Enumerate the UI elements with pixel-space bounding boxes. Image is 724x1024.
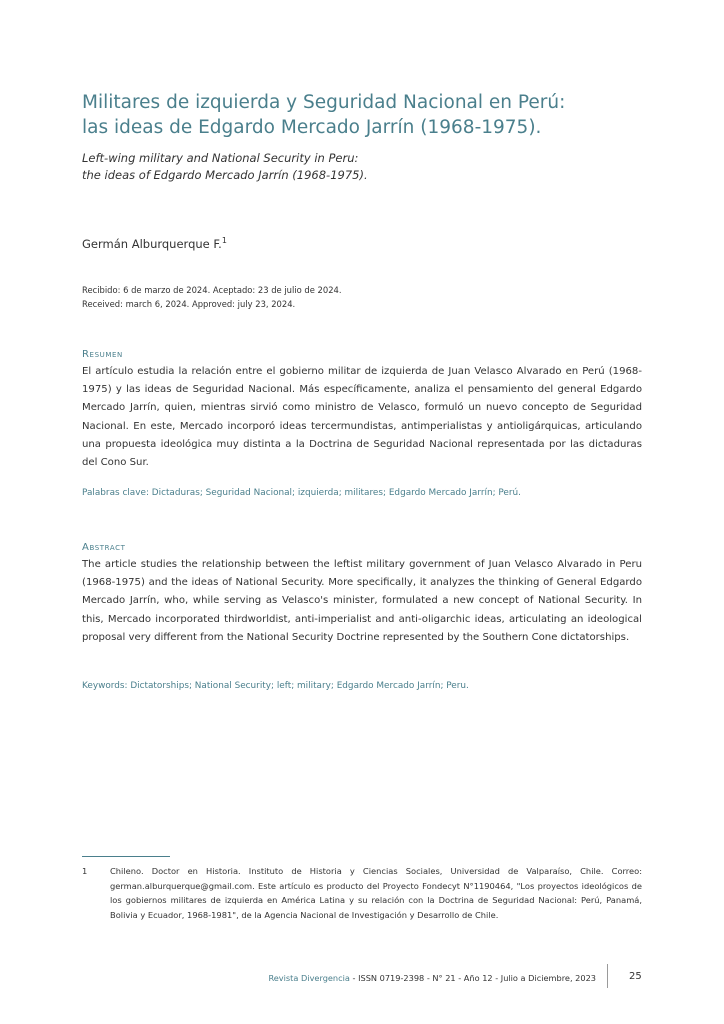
submission-dates: [82, 283, 342, 311]
journal-details: - ISSN 0719-2398 - N° 21 - Año 12 - Julio a Diciembre, 2023: [349, 973, 596, 983]
footer-divider: [607, 964, 608, 988]
footnote-divider: [82, 856, 170, 857]
resumen-keywords: Palabras clave: Dictaduras; Seguridad Nacional; izquierda; militares; Edgardo Mercado Jarrín; Perú.: [82, 488, 521, 498]
abstract-keywords: Keywords: Dictatorships; National Security; left; military; Edgardo Mercado Jarrín; Peru.: [82, 681, 469, 691]
dates-spanish: Recibido: 6 de marzo de 2024. Aceptado: 23 de julio de 2024.: [82, 285, 342, 295]
resumen-body: El artículo estudia la relación entre el gobierno militar de izquierda de Juan Velasco Alvarado en Perú (1968-1975) y las ideas de Seguridad Nacional. Más específicamente, analiza el pensamiento del general Edgardo Mercado Jarrín, quien, mientras sirvió como ministro de Velasco, formuló un nuevo concepto de Seguridad Nacional. En este, Mercado incorporó ideas tercermundistas, antimperialistas y antioligárquicas, articulando una propuesta ideológica muy distinta a la Doctrina de Seguridad Nacional representada por las dictaduras del Cono Sur.: [82, 366, 642, 469]
footnote-text: Chileno. Doctor en Historia. Instituto de Historia y Ciencias Sociales, Universidad de Valparaíso, Chile. Correo: german.alburquerque@gmail.com. Este artículo es producto del Proyecto Fondecyt N°1190464, "Los proyectos ideológicos de los gobiernos militares de izquierda en América Latina y su relación con la Doctrina de Seguridad Nacional: Perú, Panamá, Bolivia y Ecuador, 1968-1981", de la Agencia Nacional de Investigación y Desarrollo de Chile.: [110, 866, 642, 920]
title-line-1: Militares de izquierda y Seguridad Nacional en Perú:: [82, 92, 566, 113]
dates-english: Received: march 6, 2024. Approved: july 23, 2024.: [82, 299, 296, 309]
abstract-body: The article studies the relationship between the leftist military government of Juan Velasco Alvarado in Peru (1968-1975) and the ideas of National Security. More specifically, it analyzes the thinking of General Edgardo Mercado Jarrín, who, while serving as Velasco's minister, formulated a new concept of National Security. In this, Mercado incorporated thirdworldist, anti-imperialist and anti-oligarchic ideas, articulating an ideological proposal very different from the National Security Doctrine represented by the Southern Cone dictatorships.: [82, 559, 642, 643]
page-number: 25: [629, 971, 642, 982]
subtitle-line-1: Left-wing military and National Security in Peru:: [82, 151, 359, 165]
article-subtitle-en: [82, 150, 642, 184]
abstract-heading: Abstract: [82, 542, 126, 553]
journal-name: Revista Divergencia: [268, 973, 350, 983]
title-line-2: las ideas de Edgardo Mercado Jarrín (1968-1975).: [82, 117, 542, 138]
footer-journal-info: [268, 973, 596, 983]
footnote: [82, 864, 642, 922]
author-text: Germán Alburquerque F.: [82, 237, 222, 251]
resumen-heading: Resumen: [82, 349, 123, 360]
footnote-number: 1: [82, 866, 88, 876]
subtitle-line-2: the ideas of Edgardo Mercado Jarrín (1968-1975).: [82, 168, 368, 182]
author-footnote-mark[interactable]: 1: [221, 236, 227, 246]
article-title: [82, 90, 642, 140]
author-name: [82, 237, 227, 251]
